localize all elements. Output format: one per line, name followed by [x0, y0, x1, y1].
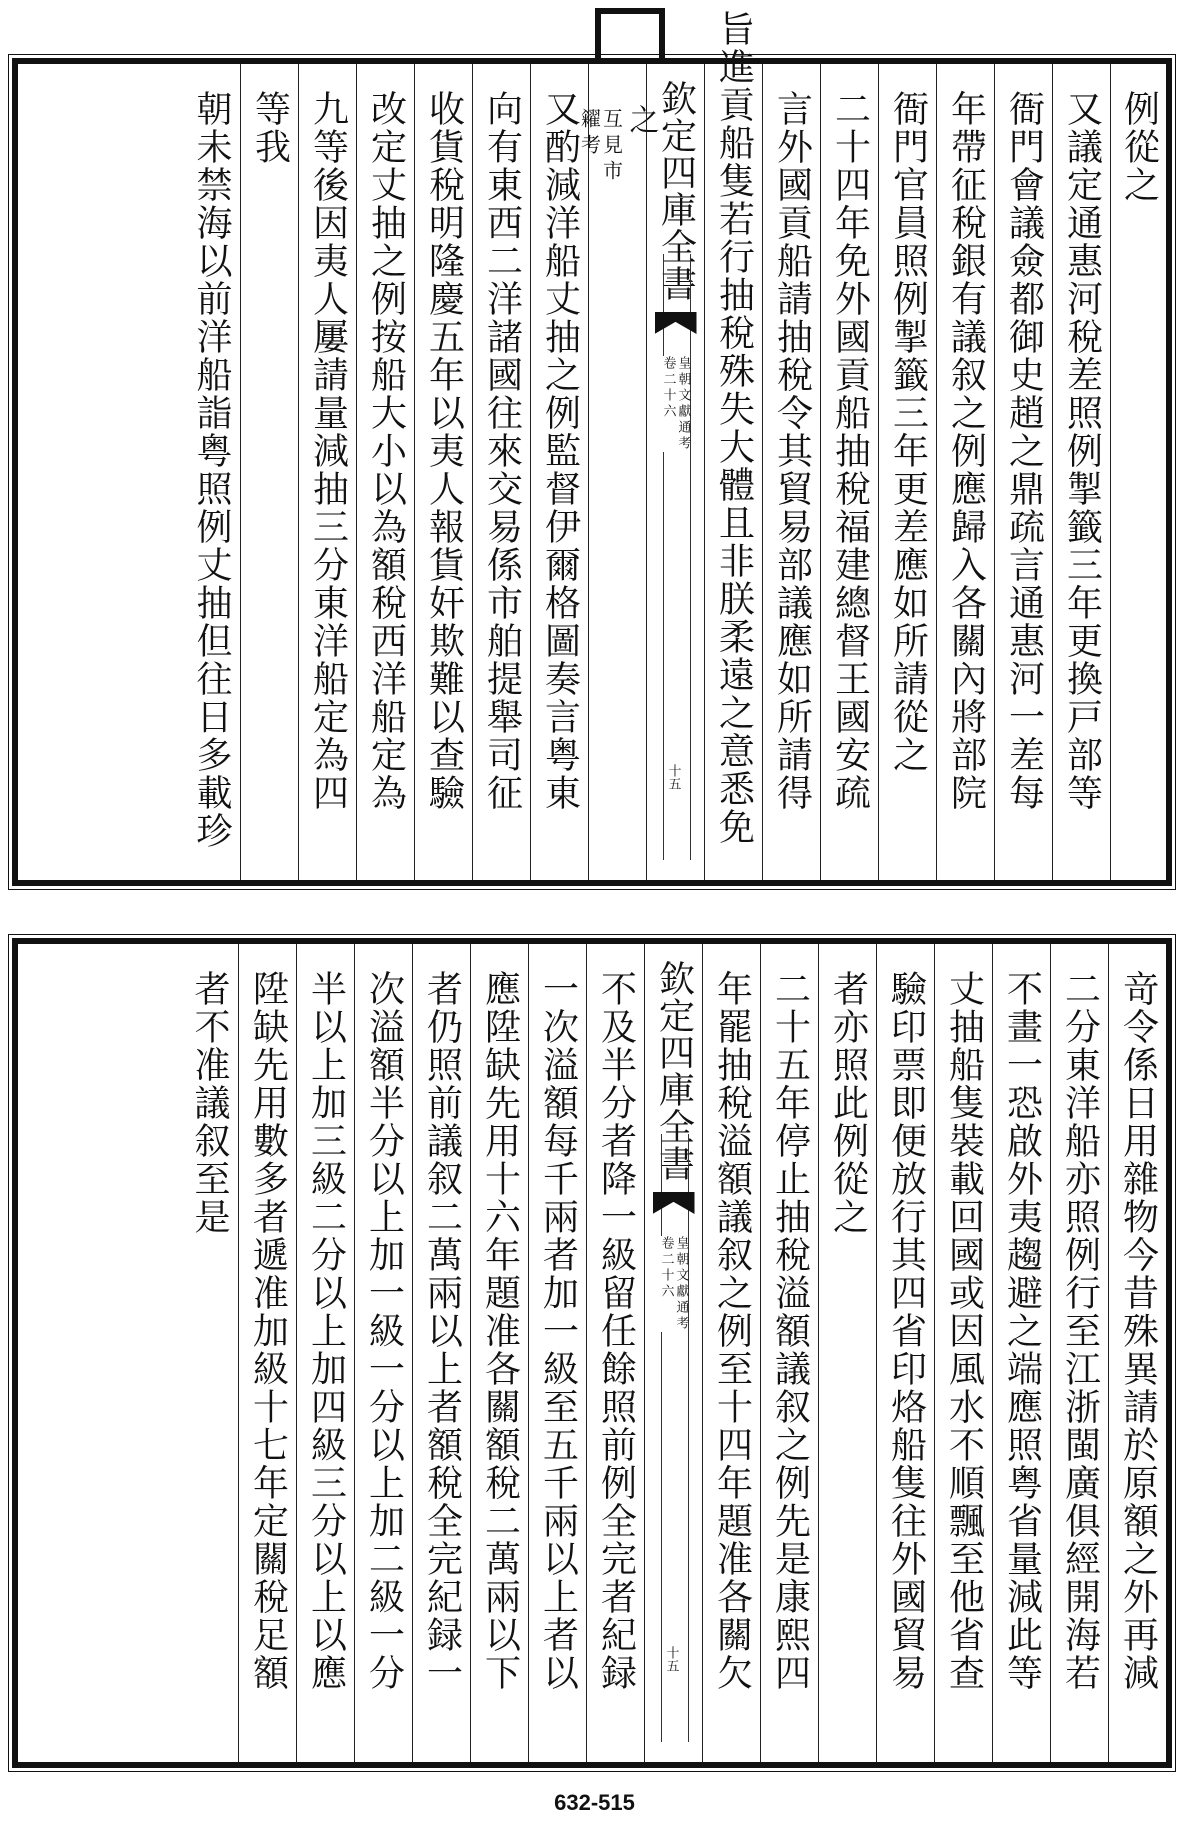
column-text: 收貨稅明隆慶五年以夷人報貨奸欺難以查驗 [423, 90, 465, 812]
text-column [412, 944, 470, 1762]
raised-text-column [704, 10, 762, 880]
note-column [577, 64, 659, 880]
column-text: 言外國貢船請抽稅令其貿易部議應如所請得 [771, 90, 813, 812]
text-column [936, 64, 994, 880]
column-text: 應陞缺先用十六年題准各關額稅二萬兩以下 [479, 970, 521, 1692]
column-text: 不畫一恐啟外夷趨避之端應照粤省量減此等 [1001, 970, 1043, 1692]
column-text: 者仍照前議叙二萬兩以上者額稅全完紀録一 [421, 970, 463, 1692]
text-column [934, 944, 992, 1762]
text-column [1050, 944, 1108, 1762]
text-column [992, 944, 1050, 1762]
center-fold-column [644, 944, 702, 1762]
column-text: 年罷抽稅溢額議叙之例至十四年題准各關欠 [711, 970, 753, 1692]
text-column [528, 944, 586, 1762]
text-column [762, 64, 820, 880]
text-column [472, 64, 530, 880]
column-text: 丈抽船隻裝載回國或因風水不順飄至他省查 [943, 970, 985, 1692]
bottom-page-frame [12, 938, 1172, 1768]
text-column [354, 944, 412, 1762]
column-text: 一次溢額每千兩者加一級至五千兩以上者以 [537, 970, 579, 1692]
text-column [760, 944, 818, 1762]
fold-subtitle: 皇朝文獻通考 [673, 1236, 689, 1332]
column-text: 不及半分者降一級留任餘照前例全完者紀録 [595, 970, 637, 1692]
column-text: 年帶征稅銀有議叙之例應歸入各關內將部院 [945, 90, 987, 812]
page-number: 632-515 [554, 1790, 635, 1815]
column-text: 朝未禁海以前洋船詣粤照例丈抽但往日多載珍 [191, 90, 232, 850]
text-column [878, 64, 936, 880]
fold-subtitle-group [660, 1236, 688, 1332]
raised-column-text: 旨進貢船隻若行抽稅殊失大體且非朕柔遠之意悉免 [713, 10, 755, 846]
fold-volume: 卷二十六 [660, 1236, 673, 1332]
column-text: 陞缺先用數多者遞准加級十七年定關稅足額 [247, 970, 289, 1692]
fold-subtitle-group [662, 356, 690, 452]
text-column [238, 944, 296, 1762]
top-page-frame [12, 10, 1172, 886]
top-columns [18, 10, 1166, 880]
column-text: 者不准議叙至是 [189, 970, 230, 1236]
small-note-line: 糴考 [577, 108, 602, 160]
text-column [1108, 944, 1166, 1762]
column-text: 二十五年停止抽稅溢額議叙之例先是康熙四 [769, 970, 811, 1692]
column-text: 又議定通惠河稅差照例掣籤三年更換戸部等 [1061, 90, 1103, 812]
text-column [1110, 64, 1166, 880]
fold-title: 欽定四庫全書 [655, 80, 697, 302]
note-group [577, 104, 659, 880]
text-column [818, 944, 876, 1762]
text-column [994, 64, 1052, 880]
column-text: 者亦照此例從之 [827, 970, 869, 1236]
column-text: 衙門會議僉都御史趙之鼎疏言通惠河一差每 [1003, 90, 1045, 812]
text-column [470, 944, 528, 1762]
text-column [1052, 64, 1110, 880]
fold-page-number: 十五 [665, 764, 681, 790]
fold-title: 欽定四庫全書 [653, 960, 695, 1182]
note-main-char: 之 [623, 104, 659, 140]
column-text: 例從之 [1118, 90, 1160, 204]
column-text: 改定丈抽之例按船大小以為額稅西洋船定為 [365, 90, 407, 812]
text-column [876, 944, 934, 1762]
text-column [702, 944, 760, 1762]
column-text: 九等後因夷人屢請量減抽三分東洋船定為四 [307, 90, 349, 812]
text-column [356, 64, 414, 880]
raised-head-tab [595, 8, 665, 64]
text-column [296, 944, 354, 1762]
fold-page-number: 十五 [663, 1646, 679, 1672]
center-fold-column [646, 64, 704, 880]
text-column [414, 64, 472, 880]
fold-subtitle: 皇朝文獻通考 [675, 356, 691, 452]
text-column [240, 64, 298, 880]
text-column [820, 64, 878, 880]
column-text: 又酌減洋船丈抽之例監督伊爾格圖奏言粤東 [539, 90, 581, 812]
column-text: 衙門官員照例掣籤三年更差應如所請從之 [887, 90, 929, 774]
column-text: 竒令係日用雜物今昔殊異請於原額之外再減 [1117, 970, 1159, 1692]
column-text: 向有東西二洋諸國往來交易係市舶提舉司征 [481, 90, 523, 812]
bottom-columns [18, 944, 1166, 1762]
text-column [180, 944, 238, 1762]
small-note [577, 108, 624, 880]
text-column [586, 944, 644, 1762]
text-column [298, 64, 356, 880]
text-column [182, 64, 240, 880]
fold-volume: 卷二十六 [662, 356, 675, 452]
small-note-line: 互見市 [599, 108, 624, 186]
column-text: 半以上加三級二分以上加四級三分以上以應 [305, 970, 347, 1692]
column-text: 驗印票即便放行其四省印烙船隻往外國貿易 [885, 970, 927, 1692]
column-text: 二十四年免外國貢船抽稅福建總督王國安疏 [829, 90, 871, 812]
column-text: 次溢額半分以上加一級一分以上加二級一分 [363, 970, 405, 1692]
column-text: 等我 [249, 90, 291, 166]
column-text: 二分東洋船亦照例行至江浙閩廣俱經開海若 [1059, 970, 1101, 1692]
